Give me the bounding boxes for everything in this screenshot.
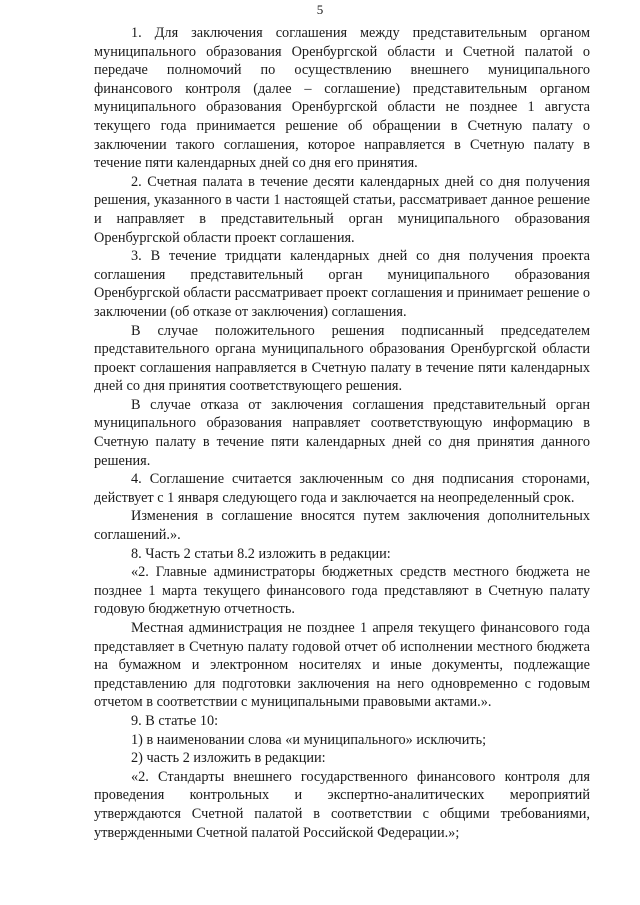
paragraph-14: «2. Стандарты внешнего государственного финансового контроля для проведения контрольных и экспертно-аналитических мероприятий утверждаются Счетной палатой в соответствии с общими требованиями, утвержденными Счетной палатой Российской Федерации.»;	[94, 768, 590, 841]
paragraph-8: 8. Часть 2 статьи 8.2 изложить в редакции:	[131, 545, 391, 562]
paragraph-5: В случае отказа от заключения соглашения представительный орган муниципального образования направляет соответствующую информацию в Счетную палату в течение пяти календарных дней со дня принятия данного решения.	[94, 396, 590, 469]
paragraph-11: 9. В статье 10:	[131, 712, 219, 729]
paragraph-12: 1) в наименовании слова «и муниципального» исключить;	[131, 731, 487, 748]
paragraph-13: 2) часть 2 изложить в редакции:	[131, 750, 326, 767]
paragraph-9: «2. Главные администраторы бюджетных средств местного бюджета не позднее 1 марта текущего финансового года представляют в Счетную палату годовую бюджетную отчетность.	[94, 564, 590, 618]
paragraph-6: 4. Соглашение считается заключенным со дня подписания сторонами, действует с 1 января следующего года и заключается на неопределенный срок.	[94, 471, 590, 506]
page-number: 5	[316, 2, 324, 17]
paragraph-7: Изменения в соглашение вносятся путем заключения дополнительных соглашений.».	[94, 508, 590, 544]
paragraph-4: В случае положительного решения подписанный председателем представительного органа муниципального образования Оренбургской области проект соглашения направляется в Счетную палату в течение пяти календарных дней со дня принятия соответствующего решения.	[94, 322, 590, 395]
paragraph-1: 1. Для заключения соглашения между представительным органом муниципального образования Оренбургской области и Счетной палатой о передаче полномочий по осуществлению внешнего муниципального финансового контроля (далее – соглашение) представительным органом муниципального образования Оренбургской области не позднее 1 августа текущего года принимается решение об обращении в Счетную палату о заключении такого соглашения, которое направляется в Счетную палату в течение пяти календарных дней со дня его принятия.	[94, 25, 590, 172]
paragraph-2: 2. Счетная палата в течение десяти календарных дней со дня получения решения, указанного в части 1 настоящей статьи, рассматривает данное решение и направляет в представительный орган муниципального образования Оренбургской области проект соглашения.	[94, 173, 590, 246]
paragraph-10: Местная администрация не позднее 1 апреля текущего финансового года представляет в Счетную палату годовой отчет об исполнении местного бюджета на бумажном и электронном носителях и иные документы, подлежащие представлению для подготовки заключения на него одновременно с годовым отчетом в соответствии с муниципальными правовыми актами.».	[94, 620, 590, 711]
paragraph-3: 3. В течение тридцати календарных дней со дня получения проекта соглашения представительный орган муниципального образования Оренбургской области рассматривает проект соглашения и принимает решение о заключении (об отказе от заключения) соглашения.	[94, 248, 590, 320]
document-body	[94, 24, 590, 842]
